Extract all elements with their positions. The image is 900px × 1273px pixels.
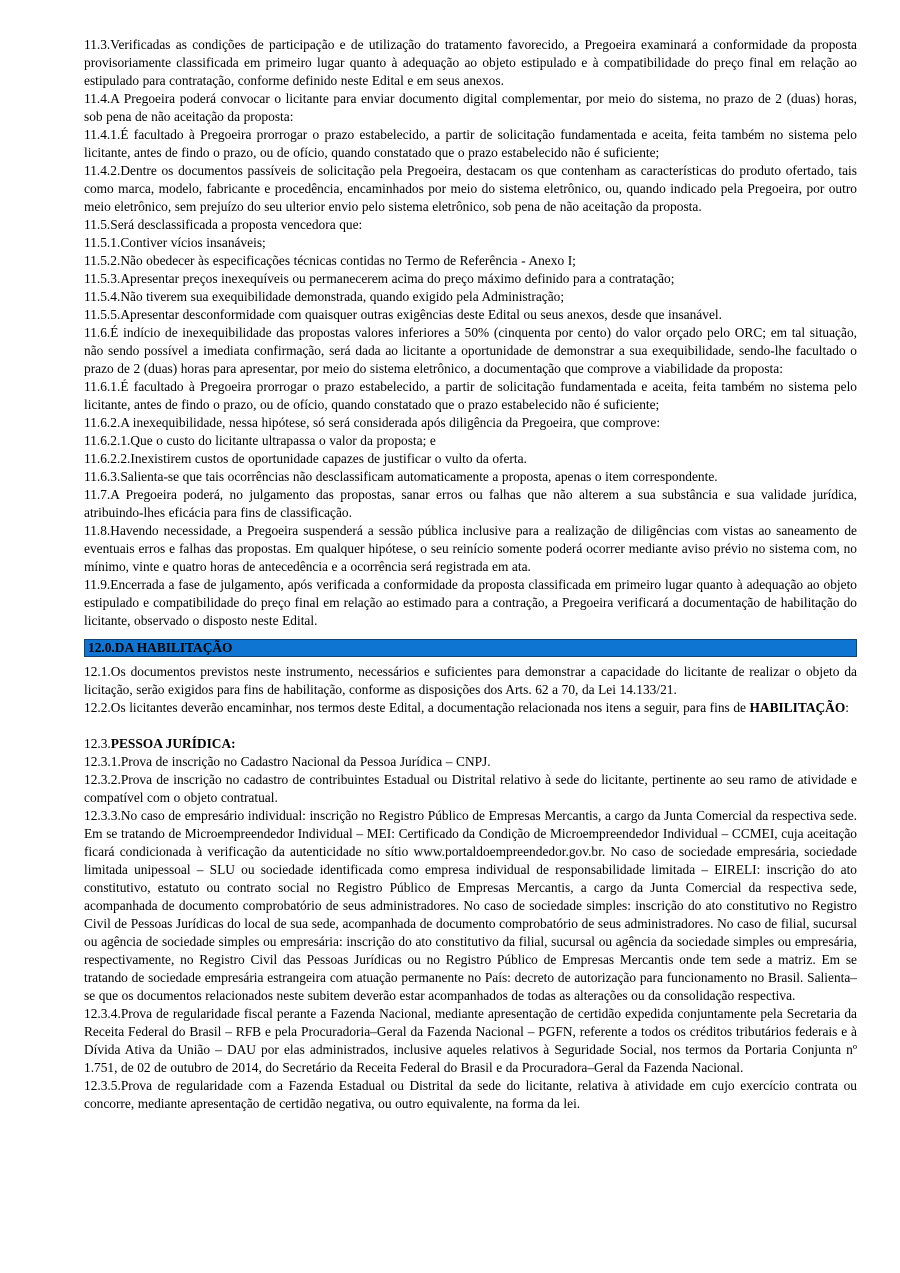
- paragraph-11-8: 11.8.Havendo necessidade, a Pregoeira suspenderá a sessão pública inclusive para a realização de diligências com vistas ao saneamento de eventuais erros e falhas das propostas. Em qualquer hipótese, o seu reinício somente poderá ocorrer mediante aviso prévio no sistema com, no mínimo, vinte e quatro horas de antecedência e a ocorrência será registrada em ata.: [84, 523, 857, 574]
- paragraph-11-6-2-2: 11.6.2.2.Inexistirem custos de oportunidade capazes de justificar o vulto da oferta.: [84, 451, 527, 466]
- paragraph-11-3: 11.3.Verificadas as condições de participação e de utilização do tratamento favorecido, a Pregoeira examinará a conformidade da proposta provisoriamente classificada em primeiro lugar quanto à adequação ao objeto estipulado e à compatibilidade do preço final em relação ao estipulado para contratação, conforme definido neste Edital e em seus anexos.: [84, 37, 857, 88]
- paragraph-12-3: 12.3.PESSOA JURÍDICA:: [84, 736, 236, 751]
- paragraph-11-6-3: 11.6.3.Salienta-se que tais ocorrências não desclassificam automaticamente a proposta, apenas o item correspondente.: [84, 469, 718, 484]
- paragraph-11-6-2: 11.6.2.A inexequibilidade, nessa hipótese, só será considerada após diligência da Pregoeira, que comprove:: [84, 415, 661, 430]
- section-header-12-0: [84, 639, 857, 657]
- paragraph-12-3-4: 12.3.4.Prova de regularidade fiscal perante a Fazenda Nacional, mediante apresentação de certidão expedida conjuntamente pela Secretaria da Receita Federal do Brasil – RFB e pela Procuradoria–Geral da Fazenda Nacional – PGFN, referente a todos os créditos tributários federais e à Dívida Ativa da União – DAU por elas administrados, inclusive aqueles relativos à Seguridade Social, nos termos da Portaria Conjunta nº 1.751, de 02 de outubro de 2014, do Secretário da Receita Federal do Brasil e da Procuradora–Geral da Fazenda Nacional.: [84, 1006, 857, 1075]
- document-content: [84, 36, 857, 1113]
- paragraph-11-5-5: 11.5.5.Apresentar desconformidade com quaisquer outras exigências deste Edital ou seus anexos, desde que insanável.: [84, 307, 722, 322]
- paragraph-12-2: 12.2.Os licitantes deverão encaminhar, nos termos deste Edital, a documentação relacionada nos itens a seguir, para fins de HABILITAÇÃO:: [84, 700, 849, 715]
- paragraph-11-5-1: 11.5.1.Contiver vícios insanáveis;: [84, 235, 266, 250]
- paragraph-11-5: 11.5.Será desclassificada a proposta vencedora que:: [84, 217, 363, 232]
- paragraph-11-4-1: 11.4.1.É facultado à Pregoeira prorrogar o prazo estabelecido, a partir de solicitação fundamentada e aceita, feita também no sistema pelo licitante, antes de findo o prazo, ou de ofício, quando constatado que o prazo estabelecido não é suficiente;: [84, 127, 857, 160]
- paragraph-11-5-3: 11.5.3.Apresentar preços inexequíveis ou permanecerem acima do preço máximo definido para a contratação;: [84, 271, 675, 286]
- paragraph-11-5-4: 11.5.4.Não tiverem sua exequibilidade demonstrada, quando exigido pela Administração;: [84, 289, 565, 304]
- section-header-label: 12.0.DA HABILITAÇÃO: [88, 640, 233, 655]
- paragraph-11-9: 11.9.Encerrada a fase de julgamento, após verificada a conformidade da proposta classificada em primeiro lugar quanto à adequação ao objeto estipulado e compatibilidade do preço final em relação ao estimado para a contração, a Pregoeira verificará a documentação de habilitação do licitante, observado o disposto neste Edital.: [84, 577, 857, 628]
- paragraph-12-3-2: 12.3.2.Prova de inscrição no cadastro de contribuintes Estadual ou Distrital relativo à sede do licitante, pertinente ao seu ramo de atividade e compatível com o objeto contratual.: [84, 772, 857, 805]
- paragraph-11-4-2: 11.4.2.Dentre os documentos passíveis de solicitação pela Pregoeira, destacam os que contenham as características do produto ofertado, tais como marca, modelo, fabricante e procedência, encaminhados por meio do sistema eletrônico, ou, quando indicado pela Pregoeira, por outro meio eletrônico, sem prejuízo do seu ulterior envio pelo sistema eletrônico, sob pena de não aceitação da proposta.: [84, 163, 857, 214]
- paragraph-11-6: 11.6.É indício de inexequibilidade das propostas valores inferiores a 50% (cinquenta por cento) do valor orçado pelo ORC; em tal situação, não sendo possível a imediata confirmação, será dada ao licitante a oportunidade de demonstrar a sua exequibilidade, sendo-lhe facultado o prazo de 2 (duas) horas para apresentar, por meio do sistema eletrônico, a documentação que comprove a viabilidade da proposta:: [84, 325, 857, 376]
- paragraph-12-1: 12.1.Os documentos previstos neste instrumento, necessários e suficientes para demonstrar a capacidade do licitante de realizar o objeto da licitação, serão exigidos para fins de habilitação, conforme as disposições dos Arts. 62 a 70, da Lei 14.133/21.: [84, 664, 857, 697]
- paragraph-12-3-3: 12.3.3.No caso de empresário individual: inscrição no Registro Público de Empresas Mercantis, a cargo da Junta Comercial da respectiva sede. Em se tratando de Microempreendedor Individual – MEI: Certificado da Condição de Microempreendedor Individual – CCMEI, cuja aceitação ficará condicionada à verificação da autenticidade no sítio www.portaldoempreendedor.gov.br. No caso de sociedade empresária, sociedade limitada unipessoal – SLU ou sociedade identificada como empresa individual de responsabilidade limitada – EIRELI: inscrição do ato constitutivo, estatuto ou contrato social no Registro Público de Empresas Mercantis, a cargo da Junta Comercial da respectiva sede, acompanhada de documento comprobatório de seus administradores. No caso de sociedade simples: inscrição do ato constitutivo no Registro Civil de Pessoas Jurídicas do local de sua sede, acompanhada de documento comprobatório de seus administradores. No caso de filial, sucursal ou agência de sociedade simples ou empresária: inscrição do ato constitutivo da filial, sucursal ou agência da sociedade simples ou empresária, respectivamente, no Registro Civil das Pessoas Jurídicas ou no Registro Público de Empresas Mercantis onde tem sede a matriz. Em se tratando de sociedade empresária estrangeira com atuação permanente no País: decreto de autorização para funcionamento no Brasil. Salienta–se que os documentos relacionados neste subitem deverão estar acompanhados de todas as alterações ou da consolidação respectiva.: [84, 808, 857, 1003]
- paragraph-12-3-1: 12.3.1.Prova de inscrição no Cadastro Nacional da Pessoa Jurídica – CNPJ.: [84, 754, 491, 769]
- blank-line-1: [84, 717, 857, 735]
- paragraph-11-6-2-1: 11.6.2.1.Que o custo do licitante ultrapassa o valor da proposta; e: [84, 433, 436, 448]
- paragraph-11-6-1: 11.6.1.É facultado à Pregoeira prorrogar o prazo estabelecido, a partir de solicitação fundamentada e aceita, feita também no sistema pelo licitante, antes de findo o prazo, ou de ofício, quando constatado que o prazo estabelecido não é suficiente;: [84, 379, 857, 412]
- paragraph-11-4: 11.4.A Pregoeira poderá convocar o licitante para enviar documento digital complementar, por meio do sistema, no prazo de 2 (duas) horas, sob pena de não aceitação da proposta:: [84, 91, 857, 124]
- paragraph-12-3-5: 12.3.5.Prova de regularidade com a Fazenda Estadual ou Distrital da sede do licitante, relativa à atividade em cujo exercício contrata ou concorre, mediante apresentação de certidão negativa, ou outro equivalente, na forma da lei.: [84, 1078, 857, 1111]
- paragraph-11-7: 11.7.A Pregoeira poderá, no julgamento das propostas, sanar erros ou falhas que não alterem a sua substância e sua validade jurídica, atribuindo-lhes eficácia para fins de classificação.: [84, 487, 857, 520]
- paragraph-11-5-2: 11.5.2.Não obedecer às especificações técnicas contidas no Termo de Referência - Anexo I;: [84, 253, 576, 268]
